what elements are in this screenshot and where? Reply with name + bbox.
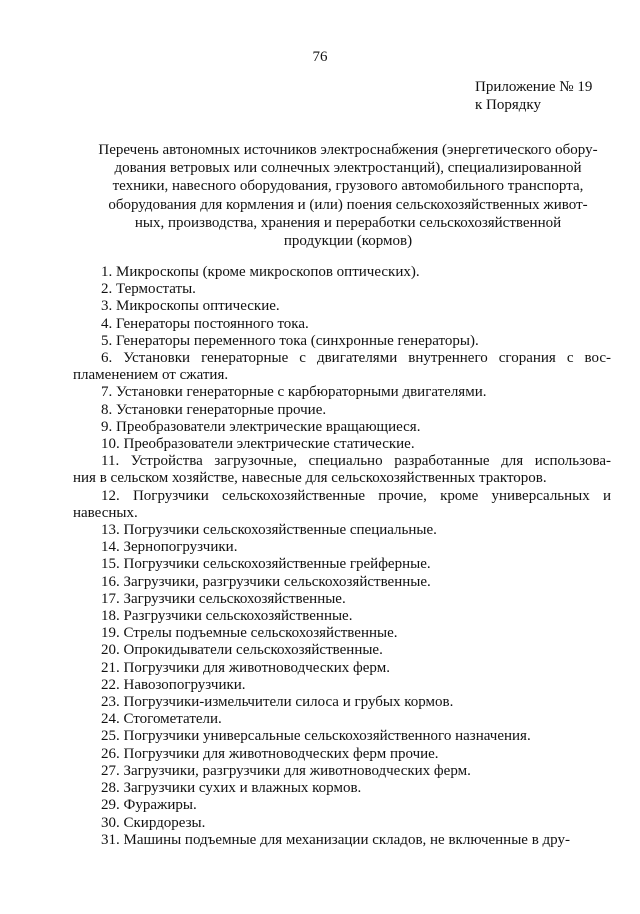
list-item-text: 23. Погрузчики-измельчители силоса и грубых кормов.	[101, 694, 454, 711]
title-line: оборудования для кормления и (или) поения сельскохозяйственных живот-	[108, 196, 588, 213]
list-item-text: 8. Установки генераторные прочие.	[101, 401, 327, 418]
list-item	[101, 316, 611, 333]
list-item	[101, 608, 611, 625]
list-item-text: 14. Зернопогрузчики.	[101, 539, 238, 556]
list-item	[101, 556, 611, 573]
list-item-text: 16. Загрузчики, разгрузчики сельскохозяйственные.	[101, 573, 431, 590]
list-item	[73, 453, 611, 487]
list-item	[101, 625, 611, 642]
title-line: Перечень автономных источников электроснабжения (энергетического обору-	[98, 142, 598, 158]
list-item-text: 29. Фуражиры.	[101, 797, 197, 814]
list-item	[101, 574, 611, 591]
list-item	[101, 815, 611, 832]
list-item-text: 7. Установки генераторные с карбюраторными двигателями.	[101, 384, 487, 401]
list-item	[101, 264, 611, 281]
list-item	[101, 333, 611, 350]
list-item	[73, 350, 611, 384]
list-item	[101, 763, 611, 780]
title-line: продукции (кормов)	[283, 233, 413, 250]
list-item	[73, 487, 611, 522]
list-item-text: 25. Погрузчики универсальные сельскохозяйственного назначения.	[101, 728, 531, 745]
list-item-text: 15. Погрузчики сельскохозяйственные грейферные.	[101, 556, 431, 573]
list-item	[101, 591, 611, 608]
list-item-text: 31. Машины подъемные для механизации складов, не включенные в дру-	[101, 831, 570, 848]
list-item	[101, 694, 611, 711]
title-line: техники, навесного оборудования, грузового автомобильного транспорта,	[112, 178, 584, 195]
list-item-text: 27. Загрузчики, разгрузчики для животноводческих ферм.	[101, 762, 471, 779]
list-item	[101, 660, 611, 677]
list-item	[101, 281, 611, 298]
list-item-text: 18. Разгрузчики сельскохозяйственные.	[101, 608, 353, 625]
list-item-continuation: пламенением от сжатия.	[73, 367, 229, 384]
document-title	[88, 141, 608, 250]
list-item-text: 28. Загрузчики сухих и влажных кормов.	[101, 780, 362, 797]
list-item-text: 22. Навозопогрузчики.	[101, 676, 246, 693]
list-item	[101, 402, 611, 419]
list-item	[101, 711, 611, 728]
page-number: 76	[312, 49, 328, 65]
list-item	[101, 642, 611, 659]
list-item-text: 2. Термостаты.	[101, 281, 196, 298]
list-item	[101, 780, 611, 797]
list-item-text: 17. Загрузчики сельскохозяйственные.	[101, 590, 346, 607]
list-item-text: 24. Стогометатели.	[101, 711, 222, 728]
list-item-continuation: навесных.	[73, 504, 138, 521]
title-line: дования ветровых или солнечных электростанций), специализированной	[114, 160, 582, 177]
title-line: ных, производства, хранения и переработки сельскохозяйственной	[134, 214, 562, 231]
list-item-text: 21. Погрузчики для животноводческих ферм.	[101, 659, 390, 676]
list-item-text: 20. Опрокидыватели сельскохозяйственные.	[101, 642, 383, 659]
list-item-text: 26. Погрузчики для животноводческих ферм прочие.	[101, 745, 439, 762]
list-item	[101, 539, 611, 556]
list-item	[101, 728, 611, 745]
list-item-text: 6. Установки генераторные с двигателями внутреннего сгорания с вос-	[101, 350, 611, 367]
appendix-order-ref: к Порядку	[475, 97, 541, 113]
list-item-text: 9. Преобразователи электрические вращающиеся.	[101, 418, 421, 435]
list-item	[101, 419, 611, 436]
list-item	[101, 436, 611, 453]
list-item	[101, 522, 611, 539]
list-item-text: 5. Генераторы переменного тока (синхронные генераторы).	[101, 332, 479, 349]
list-item	[101, 832, 611, 849]
list-item	[101, 384, 611, 401]
list-item	[101, 677, 611, 694]
list-item-text: 10. Преобразователи электрические статические.	[101, 436, 415, 453]
list-item-text: 13. Погрузчики сельскохозяйственные специальные.	[101, 522, 437, 539]
list-item	[101, 746, 611, 763]
list-item-text: 11. Устройства загрузочные, специально разработанные для использова-	[101, 453, 611, 470]
list-item-text: 19. Стрелы подъемные сельскохозяйственные.	[101, 625, 398, 642]
list-item	[101, 298, 611, 315]
list-item-text: 1. Микроскопы (кроме микроскопов оптических).	[101, 264, 420, 280]
list-item-continuation: ния в сельском хозяйстве, навесные для сельскохозяйственных тракторов.	[73, 470, 547, 487]
appendix-number: Приложение № 19	[475, 79, 593, 95]
list-item	[101, 797, 611, 814]
equipment-list	[73, 264, 611, 849]
appendix-reference	[475, 78, 635, 114]
list-item-text: 3. Микроскопы оптические.	[101, 298, 280, 315]
list-item-text: 4. Генераторы постоянного тока.	[101, 315, 309, 332]
list-item-text: 30. Скирдорезы.	[101, 814, 206, 831]
list-item-text: 12. Погрузчики сельскохозяйственные прочие, кроме универсальных и	[101, 487, 611, 504]
